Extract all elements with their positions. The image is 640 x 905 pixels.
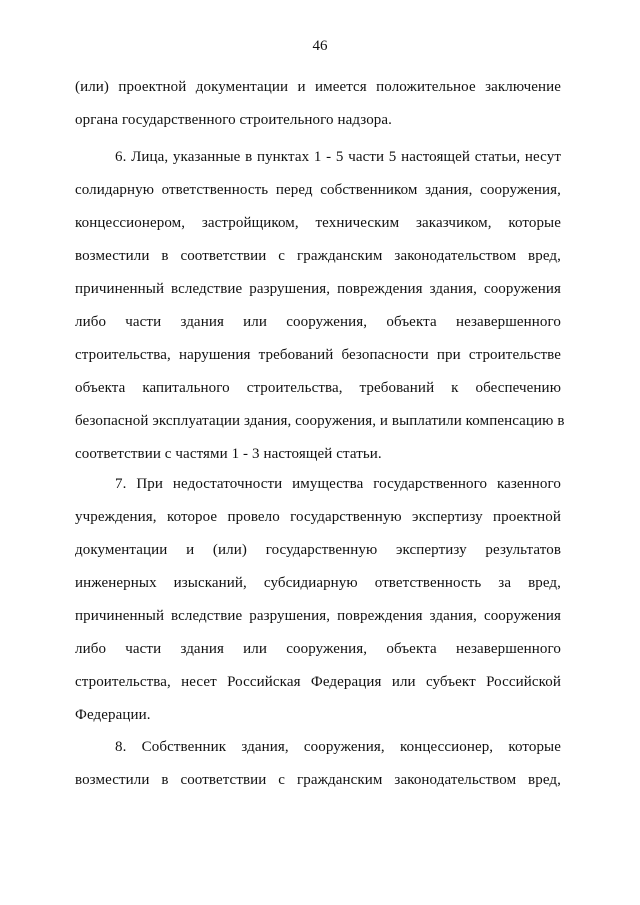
text-line: возместили в соответствии с гражданским законодательством вред,: [75, 772, 561, 788]
text-line: причиненный вследствие разрушения, повреждения здания, сооружения: [75, 608, 561, 624]
text-line: строительства, несет Российская Федерация или субъект Российской: [75, 674, 561, 690]
text-line: объекта капитального строительства, требований к обеспечению: [75, 380, 561, 396]
text-line: либо части здания или сооружения, объекта незавершенного: [75, 314, 561, 330]
text-line: документации и (или) государственную экспертизу результатов: [75, 542, 561, 558]
text-line: возместили в соответствии с гражданским законодательством вред,: [75, 248, 561, 264]
paragraph-8: [75, 731, 561, 797]
page-number: 46: [312, 38, 328, 54]
text-line: строительства, нарушения требований безопасности при строительстве: [75, 347, 561, 363]
text-line: соответствии с частями 1 - 3 настоящей статьи.: [75, 446, 382, 462]
text-line: 6. Лица, указанные в пунктах 1 - 5 части 5 настоящей статьи, несут: [115, 149, 561, 165]
text-line: 7. При недостаточности имущества государственного казенного: [115, 476, 561, 492]
text-line: причиненный вследствие разрушения, повреждения здания, сооружения: [75, 281, 561, 297]
text-line: инженерных изысканий, субсидиарную ответственность за вред,: [75, 575, 561, 591]
text-line: либо части здания или сооружения, объекта незавершенного: [75, 641, 561, 657]
paragraph-6: [75, 141, 565, 471]
text-line: безопасной эксплуатации здания, сооружения, и выплатили компенсацию в: [75, 413, 565, 429]
text-line: 8. Собственник здания, сооружения, концессионер, которые: [115, 739, 561, 755]
text-line: (или) проектной документации и имеется положительное заключение: [75, 79, 561, 95]
text-line: учреждения, которое провело государственную экспертизу проектной: [75, 509, 561, 525]
paragraph-continuation: [75, 71, 561, 137]
text-line: концессионером, застройщиком, техническим заказчиком, которые: [75, 215, 561, 231]
paragraph-7: [75, 468, 561, 732]
text-line: органа государственного строительного надзора.: [75, 112, 393, 128]
text-line: Федерации.: [75, 707, 151, 723]
text-line: солидарную ответственность перед собственником здания, сооружения,: [75, 182, 561, 198]
